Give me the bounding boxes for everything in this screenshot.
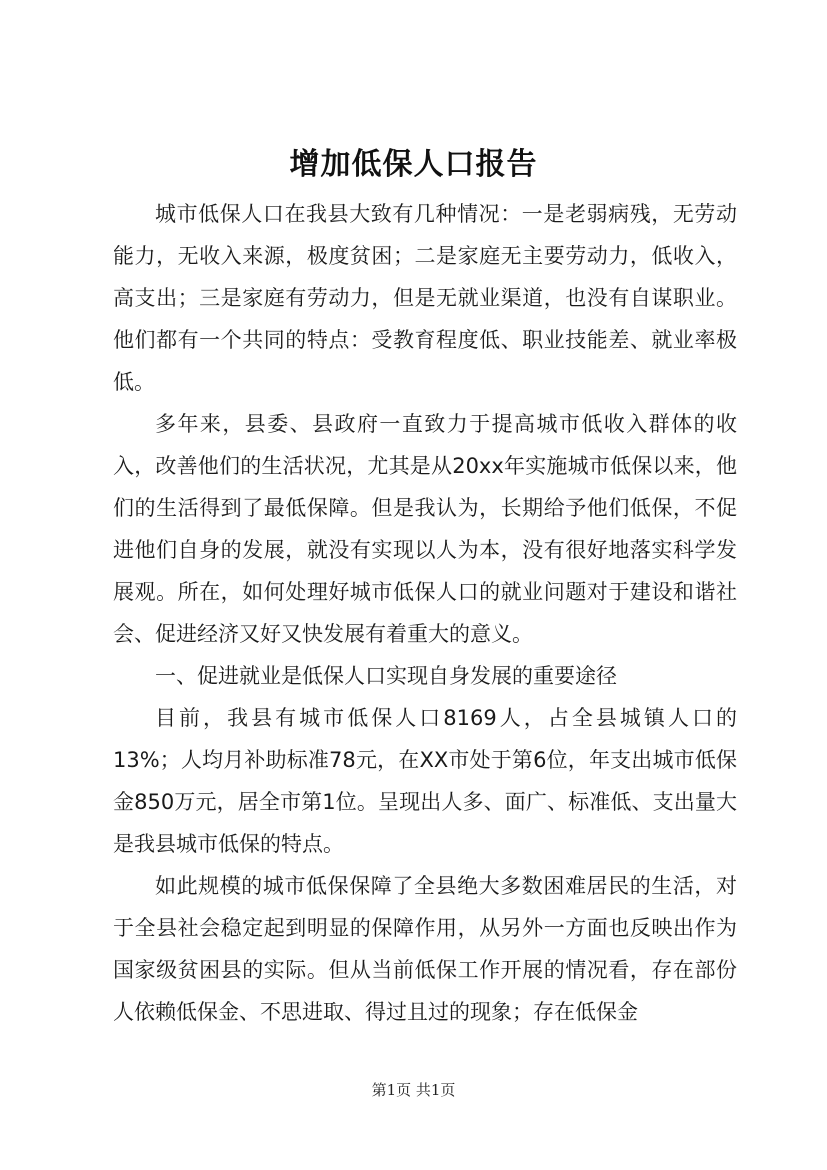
document-body xyxy=(113,193,737,1033)
paragraph-county-efforts: 多年来，县委、县政府一直致力于提高城市低收入群体的收入，改善他们的生活状况，尤其是从20xx年实施城市低保以来，他们的生活得到了最低保障。但是我认为，长期给予他们低保，不促进他们自身的发展，就没有实现以人为本，没有很好地落实科学发展观。所在，如何处理好城市低保人口的就业问题对于建设和谐社会、促进经济又好又快发展有着重大的意义。 xyxy=(113,412,737,646)
page-number-footer: 第1页 共1页 xyxy=(371,1081,456,1099)
paragraph-low-income-situations: 城市低保人口在我县大致有几种情况：一是老弱病残，无劳动能力，无收入来源，极度贫困；二是家庭无主要劳动力，低收入，高支出；三是家庭有劳动力，但是无就业渠道，也没有自谋职业。他们都有一个共同的特点：受教育程度低、职业技能差、就业率极低。 xyxy=(113,202,737,394)
section-heading-employment: 一、促进就业是低保人口实现自身发展的重要途径 xyxy=(155,664,617,688)
paragraph-current-problems: 如此规模的城市低保保障了全县绝大多数困难居民的生活，对于全县社会稳定起到明显的保障作用，从另外一方面也反映出作为国家级贫困县的实际。但从当前低保工作开展的情况看，存在部份人依赖低保金、不思进取、得过且过的现象；存在低保金 xyxy=(113,874,737,1024)
paragraph-current-statistics: 目前，我县有城市低保人口8169人，占全县城镇人口的13%；人均月补助标准78元，在XX市处于第6位，年支出城市低保金850万元，居全市第1位。呈现出人多、面广、标准低、支出量大是我县城市低保的特点。 xyxy=(113,706,737,856)
document-title: 增加低保人口报告 xyxy=(289,147,538,182)
